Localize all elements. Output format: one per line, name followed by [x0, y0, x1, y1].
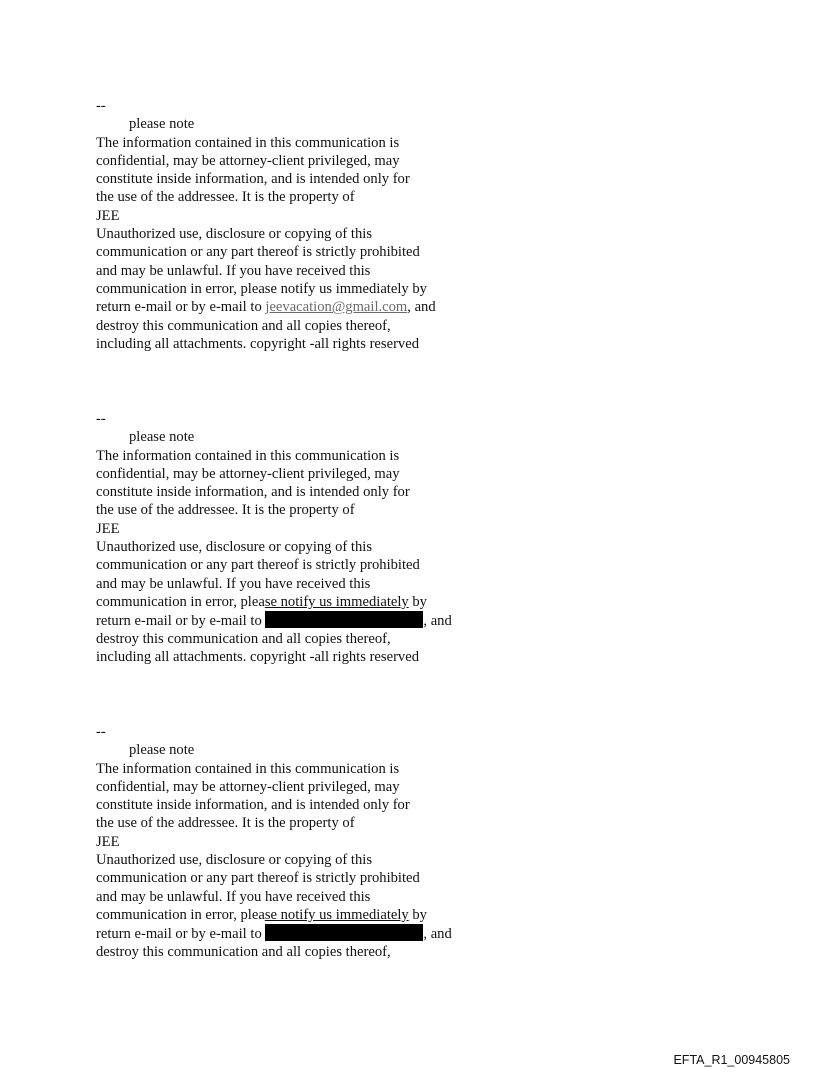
email-line-suffix: , and	[407, 299, 436, 316]
notice-heading: please note	[129, 429, 195, 446]
notice-line: Unauthorized use, disclosure or copying of this	[96, 226, 373, 243]
notice-line: constitute inside information, and is intended only for	[96, 171, 410, 188]
email-line-prefix: return e-mail or by e-mail to	[96, 613, 266, 630]
notice-line: constitute inside information, and is intended only for	[96, 484, 410, 501]
notice-block-1	[96, 97, 556, 353]
notify-line	[96, 593, 556, 611]
notice-line: destroy this communication and all copies thereof,	[96, 943, 391, 960]
notice-line: The information contained in this communication is	[96, 134, 400, 151]
notice-line: The information contained in this communication is	[96, 447, 400, 464]
email-line-suffix: , and	[423, 926, 452, 943]
notice-line: and may be unlawful. If you have received this	[96, 575, 371, 592]
email-line-suffix: , and	[423, 613, 452, 630]
notify-line-prefix: communication in error, plea	[96, 593, 265, 610]
notice-heading: please note	[129, 116, 195, 133]
separator: --	[96, 724, 106, 740]
notify-line-underlined: se notify us immediately	[264, 593, 409, 610]
notify-line-prefix: communication in error, plea	[96, 906, 265, 923]
notice-line: confidential, may be attorney-client privileged, may	[96, 152, 400, 169]
notify-line-suffix: by	[408, 906, 427, 923]
notice-line: the use of the addressee. It is the property of	[96, 189, 355, 206]
email-line	[96, 298, 556, 316]
notice-line: communication in error, please notify us immediately by	[96, 280, 427, 297]
notice-block-3	[96, 723, 556, 961]
separator: --	[96, 98, 106, 114]
email-line	[96, 611, 556, 629]
document-id: EFTA_R1_00945805	[673, 1053, 790, 1067]
notice-line: including all attachments. copyright -all rights reserved	[96, 648, 419, 665]
notice-line: JEE	[96, 520, 120, 537]
notice-line: and may be unlawful. If you have received this	[96, 262, 371, 279]
notice-line: including all attachments. copyright -all rights reserved	[96, 335, 419, 352]
notice-block-2	[96, 410, 556, 666]
notice-line: communication or any part thereof is strictly prohibited	[96, 244, 420, 261]
notice-line: JEE	[96, 207, 120, 224]
separator: --	[96, 411, 106, 427]
notice-line: communication or any part thereof is strictly prohibited	[96, 870, 420, 887]
notify-line-suffix: by	[408, 593, 427, 610]
notice-line: constitute inside information, and is intended only for	[96, 797, 410, 814]
notice-line: communication or any part thereof is strictly prohibited	[96, 557, 420, 574]
redaction-box	[265, 924, 423, 941]
notice-line: Unauthorized use, disclosure or copying of this	[96, 539, 373, 556]
notice-heading: please note	[129, 742, 195, 759]
notice-line: Unauthorized use, disclosure or copying of this	[96, 852, 373, 869]
notice-line: confidential, may be attorney-client privileged, may	[96, 465, 400, 482]
notice-line: the use of the addressee. It is the property of	[96, 502, 355, 519]
email-line-prefix: return e-mail or by e-mail to	[96, 926, 266, 943]
redaction-box	[265, 611, 423, 628]
notice-line: destroy this communication and all copies thereof,	[96, 317, 391, 334]
notice-line: confidential, may be attorney-client privileged, may	[96, 778, 400, 795]
notify-line-underlined: se notify us immediately	[264, 906, 409, 923]
notify-line	[96, 906, 556, 924]
notice-line: the use of the addressee. It is the property of	[96, 815, 355, 832]
notice-line: and may be unlawful. If you have received this	[96, 888, 371, 905]
email-link[interactable]: jeevacation@gmail.com	[265, 299, 408, 316]
email-line	[96, 924, 556, 942]
email-line-prefix: return e-mail or by e-mail to	[96, 299, 266, 316]
notice-line: The information contained in this communication is	[96, 760, 400, 777]
notice-line: destroy this communication and all copies thereof,	[96, 630, 391, 647]
notice-line: JEE	[96, 833, 120, 850]
